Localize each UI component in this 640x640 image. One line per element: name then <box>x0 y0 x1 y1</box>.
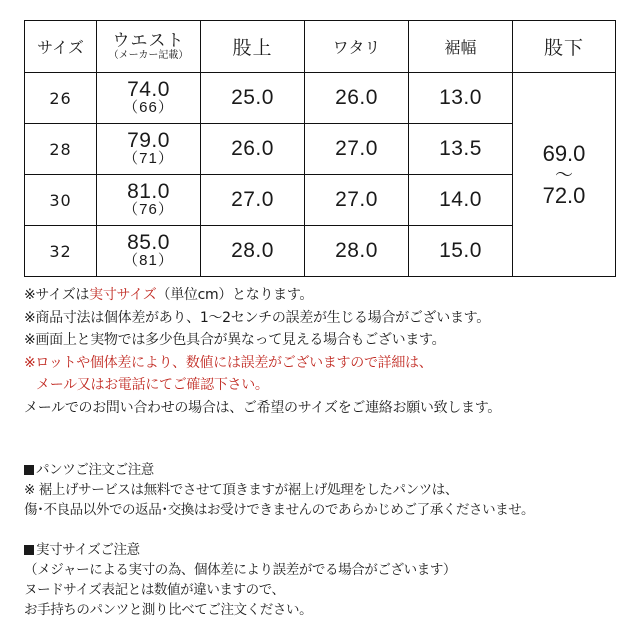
pants-notice-line: ※ 裾上げサービスは無料でさせて頂きますが裾上げ処理をしたパンツは、 <box>24 482 459 498</box>
actual-size-notice <box>24 540 624 620</box>
header-waist-note: （メーカー記載） <box>108 49 189 61</box>
hem-cell: 14.0 <box>409 175 513 226</box>
square-bullet-icon <box>24 545 34 555</box>
waist-value: 85.0 <box>127 231 170 254</box>
waist-maker-value: （66） <box>123 99 174 116</box>
pants-order-notice <box>24 460 624 520</box>
waist-maker-value: （76） <box>123 201 174 218</box>
header-waist-label: ウエスト <box>112 30 185 51</box>
waist-maker-value: （71） <box>123 150 174 167</box>
note-actual-size <box>24 284 624 307</box>
header-size: サイズ <box>25 21 97 73</box>
note-lot-variance: ※ロットや個体差により、数値には誤差がございますので詳細は、 <box>24 354 433 371</box>
thigh-cell: 26.0 <box>305 73 409 124</box>
hem-cell: 13.5 <box>409 124 513 175</box>
note-actual-size-highlight: 実寸サイズ <box>89 287 157 303</box>
size-notes <box>24 284 624 419</box>
waist-maker-value: （81） <box>123 252 174 269</box>
table-row <box>25 73 616 124</box>
size-cell: 30 <box>25 175 97 226</box>
waist-cell <box>97 226 201 277</box>
header-thigh: ワタリ <box>305 21 409 73</box>
waist-cell <box>97 175 201 226</box>
note-actual-size-suffix: （単位cm）となります。 <box>156 287 314 303</box>
waist-value: 79.0 <box>127 129 170 152</box>
size-notice-line: （メジャーによる実寸の為、個体差により誤差がでる場合がございます） <box>24 562 457 578</box>
size-notice-line: お手持ちのパンツと測り比べてご注文ください。 <box>24 602 313 618</box>
note-tolerance: ※商品寸法は個体差があり、1～2センチの誤差が生じる場合がございます。 <box>24 309 490 326</box>
header-waist <box>97 21 201 73</box>
waist-cell <box>97 73 201 124</box>
inseam-range-separator: ～ <box>555 164 573 185</box>
square-bullet-icon <box>24 465 34 475</box>
note-contact: メール又はお電話にてご確認下さい。 <box>36 377 269 393</box>
pants-notice-line: 傷･不良品以外での返品･交換はお受けできませんのであらかじめご了承くださいませ。 <box>24 502 535 518</box>
note-actual-size-prefix: ※サイズは <box>24 287 90 303</box>
size-cell: 32 <box>25 226 97 277</box>
note-color: ※画面上と実物では多少色具合が異なって見える場合もございます。 <box>24 332 446 348</box>
size-cell: 26 <box>25 73 97 124</box>
size-notice-title-text: 実寸サイズご注意 <box>36 542 140 558</box>
pants-notice-title <box>24 460 624 480</box>
rise-cell: 27.0 <box>201 175 305 226</box>
size-cell: 28 <box>25 124 97 175</box>
waist-value: 74.0 <box>127 78 170 101</box>
thigh-cell: 28.0 <box>305 226 409 277</box>
rise-cell: 25.0 <box>201 73 305 124</box>
waist-value: 81.0 <box>127 180 170 203</box>
rise-cell: 28.0 <box>201 226 305 277</box>
inseam-cell <box>513 73 616 277</box>
thigh-cell: 27.0 <box>305 124 409 175</box>
size-chart-table <box>24 20 616 277</box>
inseam-min: 69.0 <box>542 140 586 166</box>
hem-cell: 13.0 <box>409 73 513 124</box>
thigh-cell: 27.0 <box>305 175 409 226</box>
header-hem: 裾幅 <box>409 21 513 73</box>
pants-notice-title-text: パンツご注文ご注意 <box>36 462 154 478</box>
inseam-max: 72.0 <box>542 182 586 208</box>
hem-cell: 15.0 <box>409 226 513 277</box>
waist-cell <box>97 124 201 175</box>
note-email-request: メールでのお問い合わせの場合は、ご希望のサイズをご連絡お願い致します。 <box>24 399 501 416</box>
header-inseam: 股下 <box>513 21 616 73</box>
header-rise: 股上 <box>201 21 305 73</box>
rise-cell: 26.0 <box>201 124 305 175</box>
size-notice-line: ヌードサイズ表記とは数値が違いますので、 <box>24 582 285 598</box>
table-header-row <box>25 21 616 73</box>
size-notice-title <box>24 540 624 560</box>
